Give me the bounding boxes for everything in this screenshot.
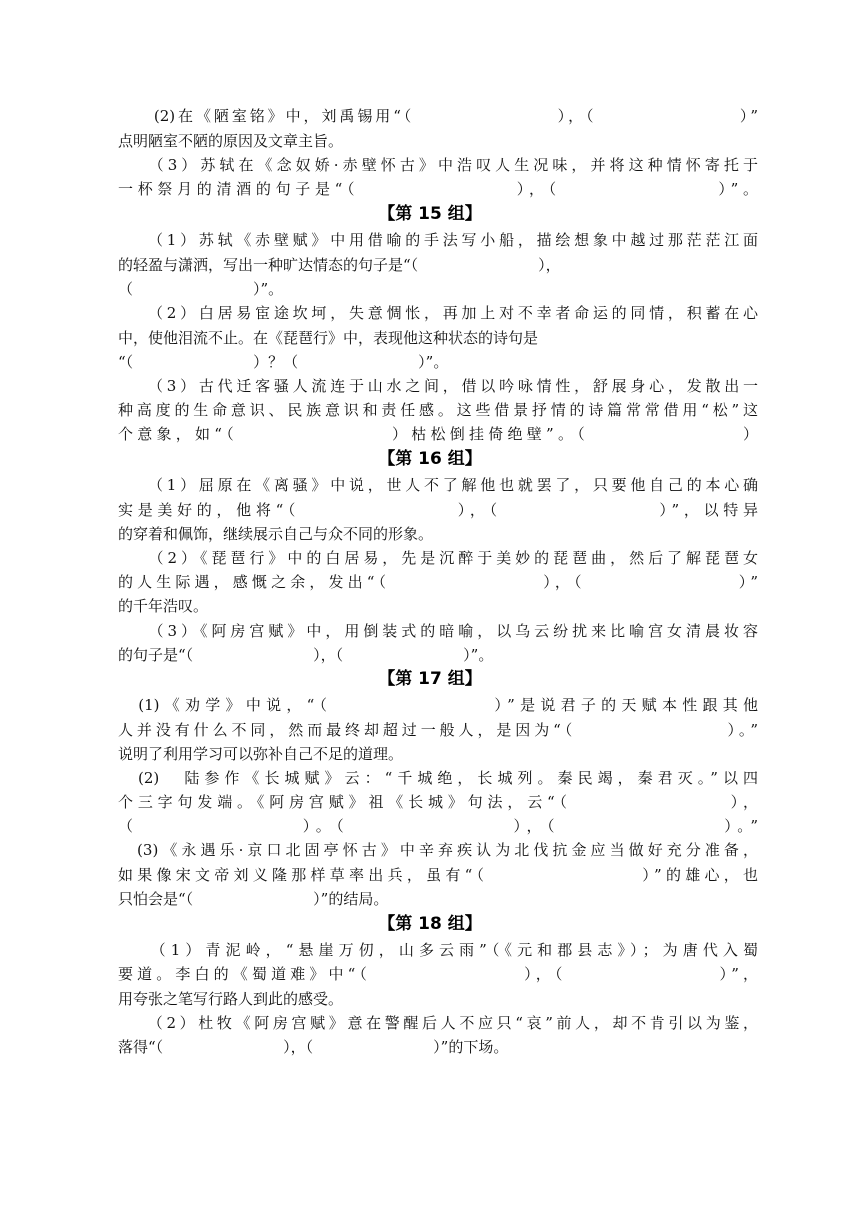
text-line: 的人生际遇，感慨之余，发出“（ ），（ ）” xyxy=(118,573,758,591)
text-line: 要道。李白的《蜀道难》中“（ ），（ ）”， xyxy=(118,965,758,983)
text-line: 说明了利用学习可以弥补自己不足的道理。 xyxy=(118,745,404,763)
text-line: 的轻盈与潇洒，写出一种旷达情态的句子是“（ ）， xyxy=(118,256,561,274)
text-line: 人并没有什么不同，然而最终却超过一般人，是因为“（ ）。” xyxy=(118,721,758,739)
text-line: （2）《琵琶行》中的白居易，先是沉醉于美妙的琵琶曲，然后了解琵琶女 xyxy=(118,549,758,567)
text-line: 如果像宋文帝刘义隆那样草率出兵，虽有“（ ）”的雄心，也 xyxy=(118,866,758,884)
text-line: 的穿着和佩饰，继续展示自己与众不同的形象。 xyxy=(118,525,434,543)
text-line: （1）青泥岭，“悬崖万仞，山多云雨”（《元和郡县志》）；为唐代入蜀 xyxy=(118,941,758,959)
text-line: 种高度的生命意识、民族意识和责任感。这些借景抒情的诗篇常常借用“松”这 xyxy=(118,401,758,419)
text-line: (1)《劝学》中说，“（ ）”是说君子的天赋本性跟其他 xyxy=(118,696,758,714)
text-line: （1）苏轼《赤壁赋》中用借喻的手法写小船，描绘想象中越过那茫茫江面 xyxy=(118,231,758,249)
text-line: 点明陋室不陋的原因及文章主旨。 xyxy=(118,132,344,150)
text-line: 用夸张之笔写行路人到此的感受。 xyxy=(118,990,344,1008)
text-line: （ ）。（ ），（ ）。” xyxy=(118,817,758,835)
text-line: (3)《永遇乐·京口北固亭怀古》中辛弃疾认为北伐抗金应当做好充分准备， xyxy=(118,841,758,859)
text-line: “（ ）？（ ）”。 xyxy=(118,353,449,371)
text-line: （3）古代迁客骚人流连于山水之间，借以吟咏情性，舒展身心，发散出一 xyxy=(118,377,758,395)
text-line: （3）苏轼在《念奴娇·赤壁怀古》中浩叹人生况味，并将这种情怀寄托于 xyxy=(118,156,758,174)
text-line: 的句子是“（ ），（ ）”。 xyxy=(118,646,494,664)
group-heading: 【第 15 组】 xyxy=(378,204,482,224)
text-line: (2) 陆参作《长城赋》云：“千城绝，长城列。秦民竭，秦君灭。”以四 xyxy=(118,769,758,787)
text-line: （1）屈原在《离骚》中说，世人不了解他也就罢了，只要他自己的本心确 xyxy=(118,476,758,494)
text-line: （2）杜牧《阿房宫赋》意在警醒后人不应只“哀”前人，却不肯引以为鉴， xyxy=(118,1014,758,1032)
text-line: （3）《阿房宫赋》中，用倒装式的暗喻，以乌云纷扰来比喻宫女清晨妆容 xyxy=(118,622,758,640)
text-line: (2)在《陋室铭》中，刘禹锡用“（ ），（ ）” xyxy=(118,107,758,125)
group-heading: 【第 16 组】 xyxy=(378,449,482,469)
text-line: 个三字句发端。《阿房宫赋》祖《长城》句法，云“（ ）， xyxy=(118,793,758,811)
text-line: （ ）”。 xyxy=(118,280,284,298)
text-line: 一杯祭月的清酒的句子是“（ ），（ ）”。 xyxy=(118,180,758,198)
text-line: （2）白居易宦途坎坷，失意惆怅，再加上对不幸者命运的同情，积蓄在心 xyxy=(118,304,758,322)
group-heading: 【第 17 组】 xyxy=(378,669,482,689)
text-line: 只怕会是“（ ）”的结局。 xyxy=(118,890,389,908)
text-line: 个意象，如“（ ）枯松倒挂倚绝壁”。（ ） xyxy=(118,425,758,443)
text-line: 的千年浩叹。 xyxy=(118,597,209,615)
text-line: 实是美好的，他将“（ ），（ ）”，以特异 xyxy=(118,501,758,519)
text-line: 中，使他泪流不止。在《琵琶行》中，表现他这种状态的诗句是 xyxy=(118,329,539,347)
group-heading: 【第 18 组】 xyxy=(378,914,482,934)
text-line: 落得“（ ），（ ）”的下场。 xyxy=(118,1038,509,1056)
